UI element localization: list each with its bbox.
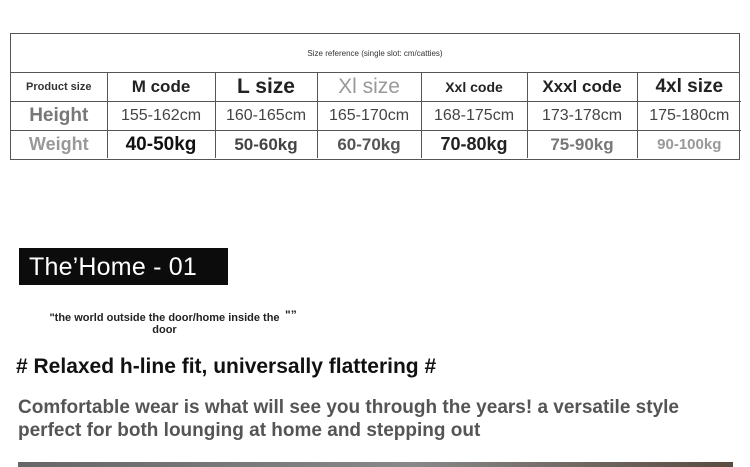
quote-close-mark: "” bbox=[285, 308, 297, 322]
weight-cell-xl: 60-70kg bbox=[317, 131, 421, 159]
size-column-m: M code bbox=[107, 73, 215, 102]
weight-cell-m: 40-50kg bbox=[107, 131, 215, 159]
height-cell-xl: 165-170cm bbox=[317, 102, 421, 131]
weight-row bbox=[11, 131, 741, 159]
quote-line-1: "the world outside the door/home inside the bbox=[49, 312, 280, 324]
height-row bbox=[11, 102, 741, 131]
height-cell-xxl: 168-175cm bbox=[421, 102, 527, 131]
size-table-title: Size reference (single slot: cm/catties) bbox=[11, 34, 739, 73]
description: Comfortable wear is what will see you through the years! a versatile style perfect for both lounging at home and stepping out bbox=[18, 397, 679, 441]
height-cell-xxxl: 173-178cm bbox=[527, 102, 637, 131]
weight-cell-xxxl: 75-90kg bbox=[527, 131, 637, 159]
fit-heading: # Relaxed h-line fit, universally flattering # bbox=[16, 355, 437, 378]
weight-cell-xxl: 70-80kg bbox=[421, 131, 527, 159]
quote bbox=[27, 312, 302, 336]
height-cell-l: 160-165cm bbox=[215, 102, 317, 131]
product-photo-edge bbox=[18, 462, 733, 467]
size-column-xl: Xl size bbox=[317, 73, 421, 102]
size-column-xxxl: Xxxl code bbox=[527, 73, 637, 102]
height-cell-m: 155-162cm bbox=[107, 102, 215, 131]
size-grid bbox=[11, 73, 741, 158]
product-size-label: Product size bbox=[11, 73, 107, 102]
size-column-xxl: Xxl code bbox=[421, 73, 527, 102]
height-label: Height bbox=[11, 102, 107, 131]
size-reference-table bbox=[10, 33, 740, 160]
size-column-l: L size bbox=[215, 73, 317, 102]
weight-label: Weight bbox=[11, 131, 107, 159]
weight-cell-4xl: 90-100kg bbox=[657, 136, 722, 153]
weight-cell-l: 50-60kg bbox=[215, 131, 317, 159]
height-cell-4xl: 175-180cm bbox=[637, 102, 741, 131]
section-tag: The’Home - 01 bbox=[19, 248, 228, 285]
quote-line-2: door bbox=[152, 324, 177, 336]
size-column-4xl: 4xl size bbox=[637, 73, 741, 102]
size-header-row bbox=[11, 73, 741, 102]
